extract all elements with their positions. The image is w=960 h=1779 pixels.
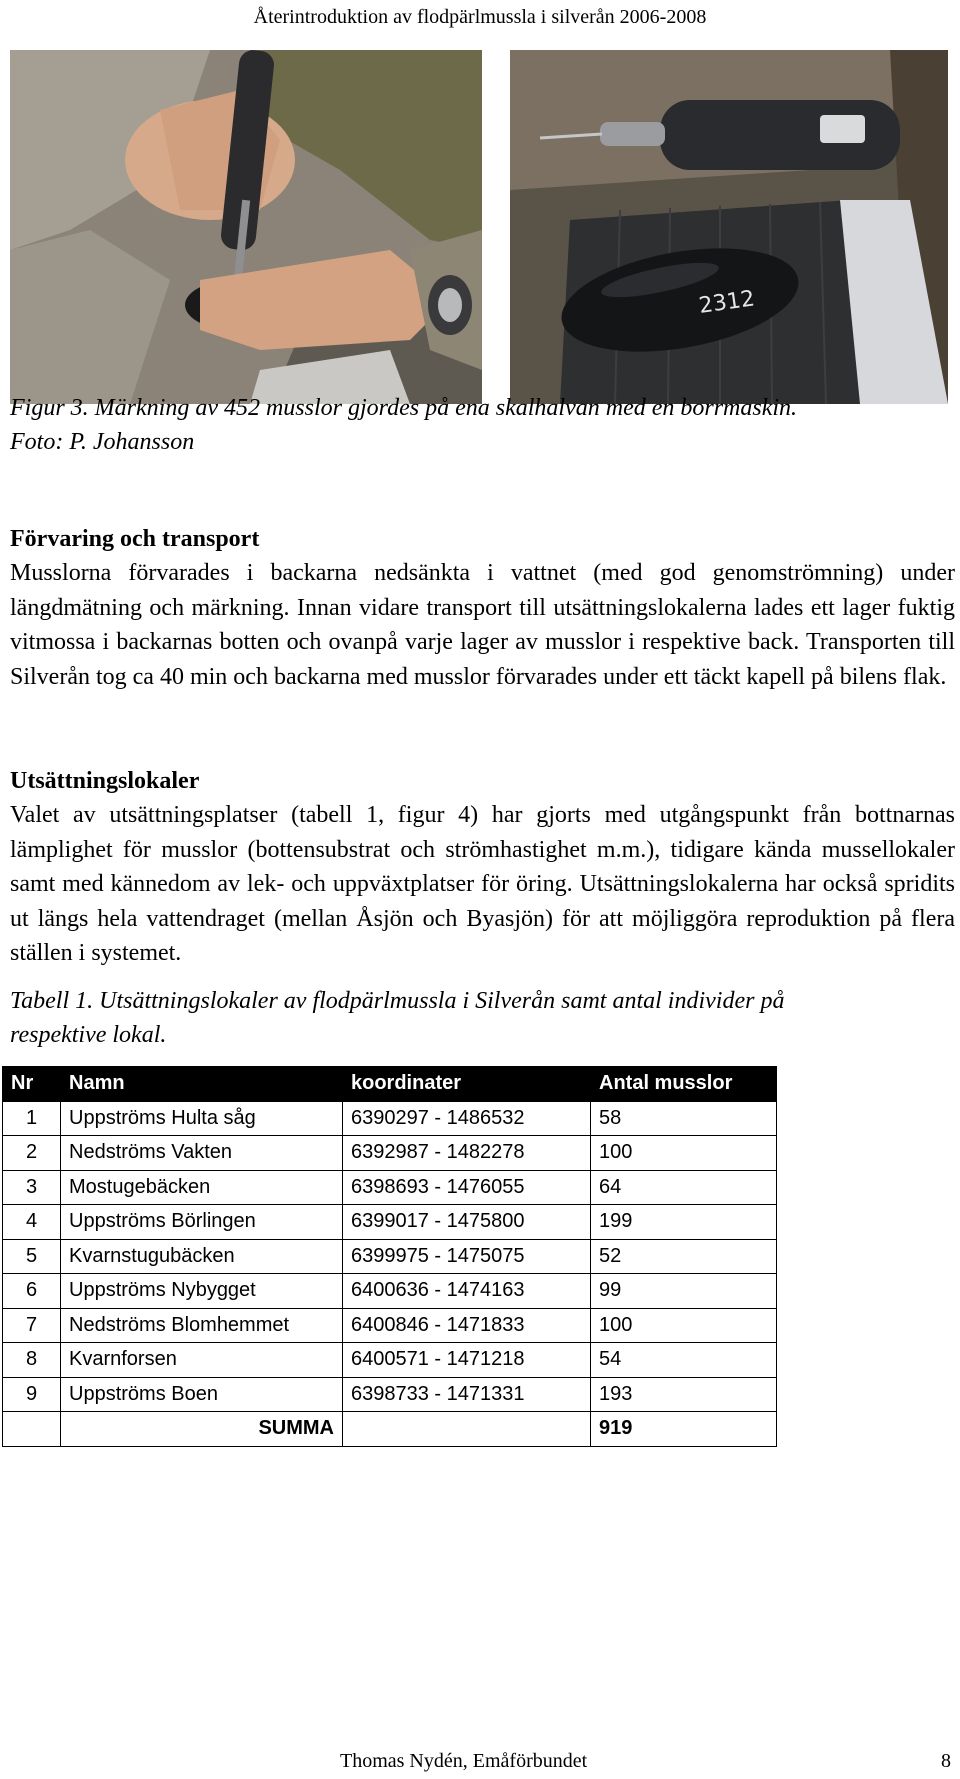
cell-name: Mostugebäcken: [61, 1170, 343, 1205]
cell-count: 100: [591, 1308, 777, 1343]
section-heading: Utsättningslokaler: [10, 768, 200, 794]
cell-nr: 2: [3, 1136, 61, 1171]
cell-nr: 6: [3, 1274, 61, 1309]
cell-name: Kvarnstugubäcken: [61, 1239, 343, 1274]
figure-caption-line-1: Figur 3. Märkning av 452 musslor gjordes på ena skalhalvan med en borrmaskin.: [10, 395, 798, 421]
cell-count: 193: [591, 1377, 777, 1412]
section-body: Musslorna förvarades i backarna nedsänkta i vattnet (med god genomströmning) under längdmätning och märkning. Innan vidare transport till utsättningslokalerna lades ett lager fuktig vitmossa i backarnas botten och ovanpå varje lager av musslor i respektive back. Transporten till Silverån tog ca 40 min och backarna med musslor förvarades under ett täckt kapell på bilens flak.: [10, 560, 955, 690]
table-row: [3, 1377, 777, 1412]
cell-count: 199: [591, 1205, 777, 1240]
cell-coordinates: 6400636 - 1474163: [343, 1274, 591, 1309]
table-row: [3, 1343, 777, 1378]
shell-number-label: 2312: [697, 286, 757, 319]
photo-numbered-mussel-image: [510, 50, 948, 404]
cell-nr: 9: [3, 1377, 61, 1412]
cell-name: Uppströms Nybygget: [61, 1274, 343, 1309]
section-storage-transport: [10, 522, 955, 694]
column-header-name: Namn: [61, 1067, 343, 1102]
cell-nr: 1: [3, 1101, 61, 1136]
table-row: [3, 1136, 777, 1171]
table-caption: [10, 984, 940, 1052]
table-row: [3, 1101, 777, 1136]
cell-coordinates: 6400846 - 1471833: [343, 1308, 591, 1343]
cell-coordinates: 6398733 - 1471331: [343, 1377, 591, 1412]
column-header-nr: Nr: [3, 1067, 61, 1102]
cell-empty: [3, 1412, 61, 1447]
footer-author: Thomas Nydén, Emåförbundet: [340, 1750, 588, 1772]
cell-nr: 7: [3, 1308, 61, 1343]
table-row: [3, 1239, 777, 1274]
sum-label: SUMMA: [61, 1412, 343, 1447]
cell-name: Nedströms Vakten: [61, 1136, 343, 1171]
table-caption-line-2: respektive lokal.: [10, 1022, 167, 1048]
table-row: [3, 1274, 777, 1309]
section-heading: Förvaring och transport: [10, 526, 260, 552]
cell-count: 54: [591, 1343, 777, 1378]
cell-coordinates: 6392987 - 1482278: [343, 1136, 591, 1171]
table-sum-row: [3, 1412, 777, 1447]
table-caption-line-1: Tabell 1. Utsättningslokaler av flodpärlmussla i Silverån samt antal individer på: [10, 988, 785, 1014]
release-sites-table: [2, 1066, 777, 1447]
photo-numbered-mussel: [510, 50, 948, 404]
cell-count: 100: [591, 1136, 777, 1171]
page-number: 8: [941, 1750, 951, 1772]
table-row: [3, 1308, 777, 1343]
sum-value: 919: [591, 1412, 777, 1447]
section-body: Valet av utsättningsplatser (tabell 1, figur 4) har gjorts med utgångspunkt från bottnarnas lämplighet för musslor (bottensubstrat och strömhastighet m.m.), tidigare kända mussellokaler samt med kännedom av lek- och uppväxtplatser för öring. Utsättningslokalerna har också spridits ut längs hela vattendraget (mellan Åsjön och Byasjön) för att möjliggöra reproduktion på flera ställen i systemet.: [10, 802, 955, 966]
figure-caption: [10, 391, 940, 459]
cell-count: 99: [591, 1274, 777, 1309]
table-row: [3, 1205, 777, 1240]
photo-marking-mussel-image: [10, 50, 482, 404]
cell-count: 58: [591, 1101, 777, 1136]
cell-nr: 4: [3, 1205, 61, 1240]
cell-nr: 8: [3, 1343, 61, 1378]
cell-nr: 3: [3, 1170, 61, 1205]
column-header-coordinates: koordinater: [343, 1067, 591, 1102]
table-header-row: [3, 1067, 777, 1102]
cell-name: Uppströms Hulta såg: [61, 1101, 343, 1136]
section-release-sites: [10, 764, 955, 971]
cell-count: 64: [591, 1170, 777, 1205]
cell-coordinates: 6398693 - 1476055: [343, 1170, 591, 1205]
cell-name: Uppströms Börlingen: [61, 1205, 343, 1240]
cell-name: Nedströms Blomhemmet: [61, 1308, 343, 1343]
figure-caption-line-2: Foto: P. Johansson: [10, 429, 195, 455]
cell-empty: [343, 1412, 591, 1447]
column-header-count: Antal musslor: [591, 1067, 777, 1102]
cell-coordinates: 6390297 - 1486532: [343, 1101, 591, 1136]
table-row: [3, 1170, 777, 1205]
cell-coordinates: 6399017 - 1475800: [343, 1205, 591, 1240]
running-header: Återintroduktion av flodpärlmussla i silverån 2006-2008: [253, 6, 707, 28]
cell-name: Kvarnforsen: [61, 1343, 343, 1378]
cell-nr: 5: [3, 1239, 61, 1274]
photo-marking-mussel: [10, 50, 482, 404]
cell-name: Uppströms Boen: [61, 1377, 343, 1412]
cell-coordinates: 6400571 - 1471218: [343, 1343, 591, 1378]
cell-coordinates: 6399975 - 1475075: [343, 1239, 591, 1274]
cell-count: 52: [591, 1239, 777, 1274]
